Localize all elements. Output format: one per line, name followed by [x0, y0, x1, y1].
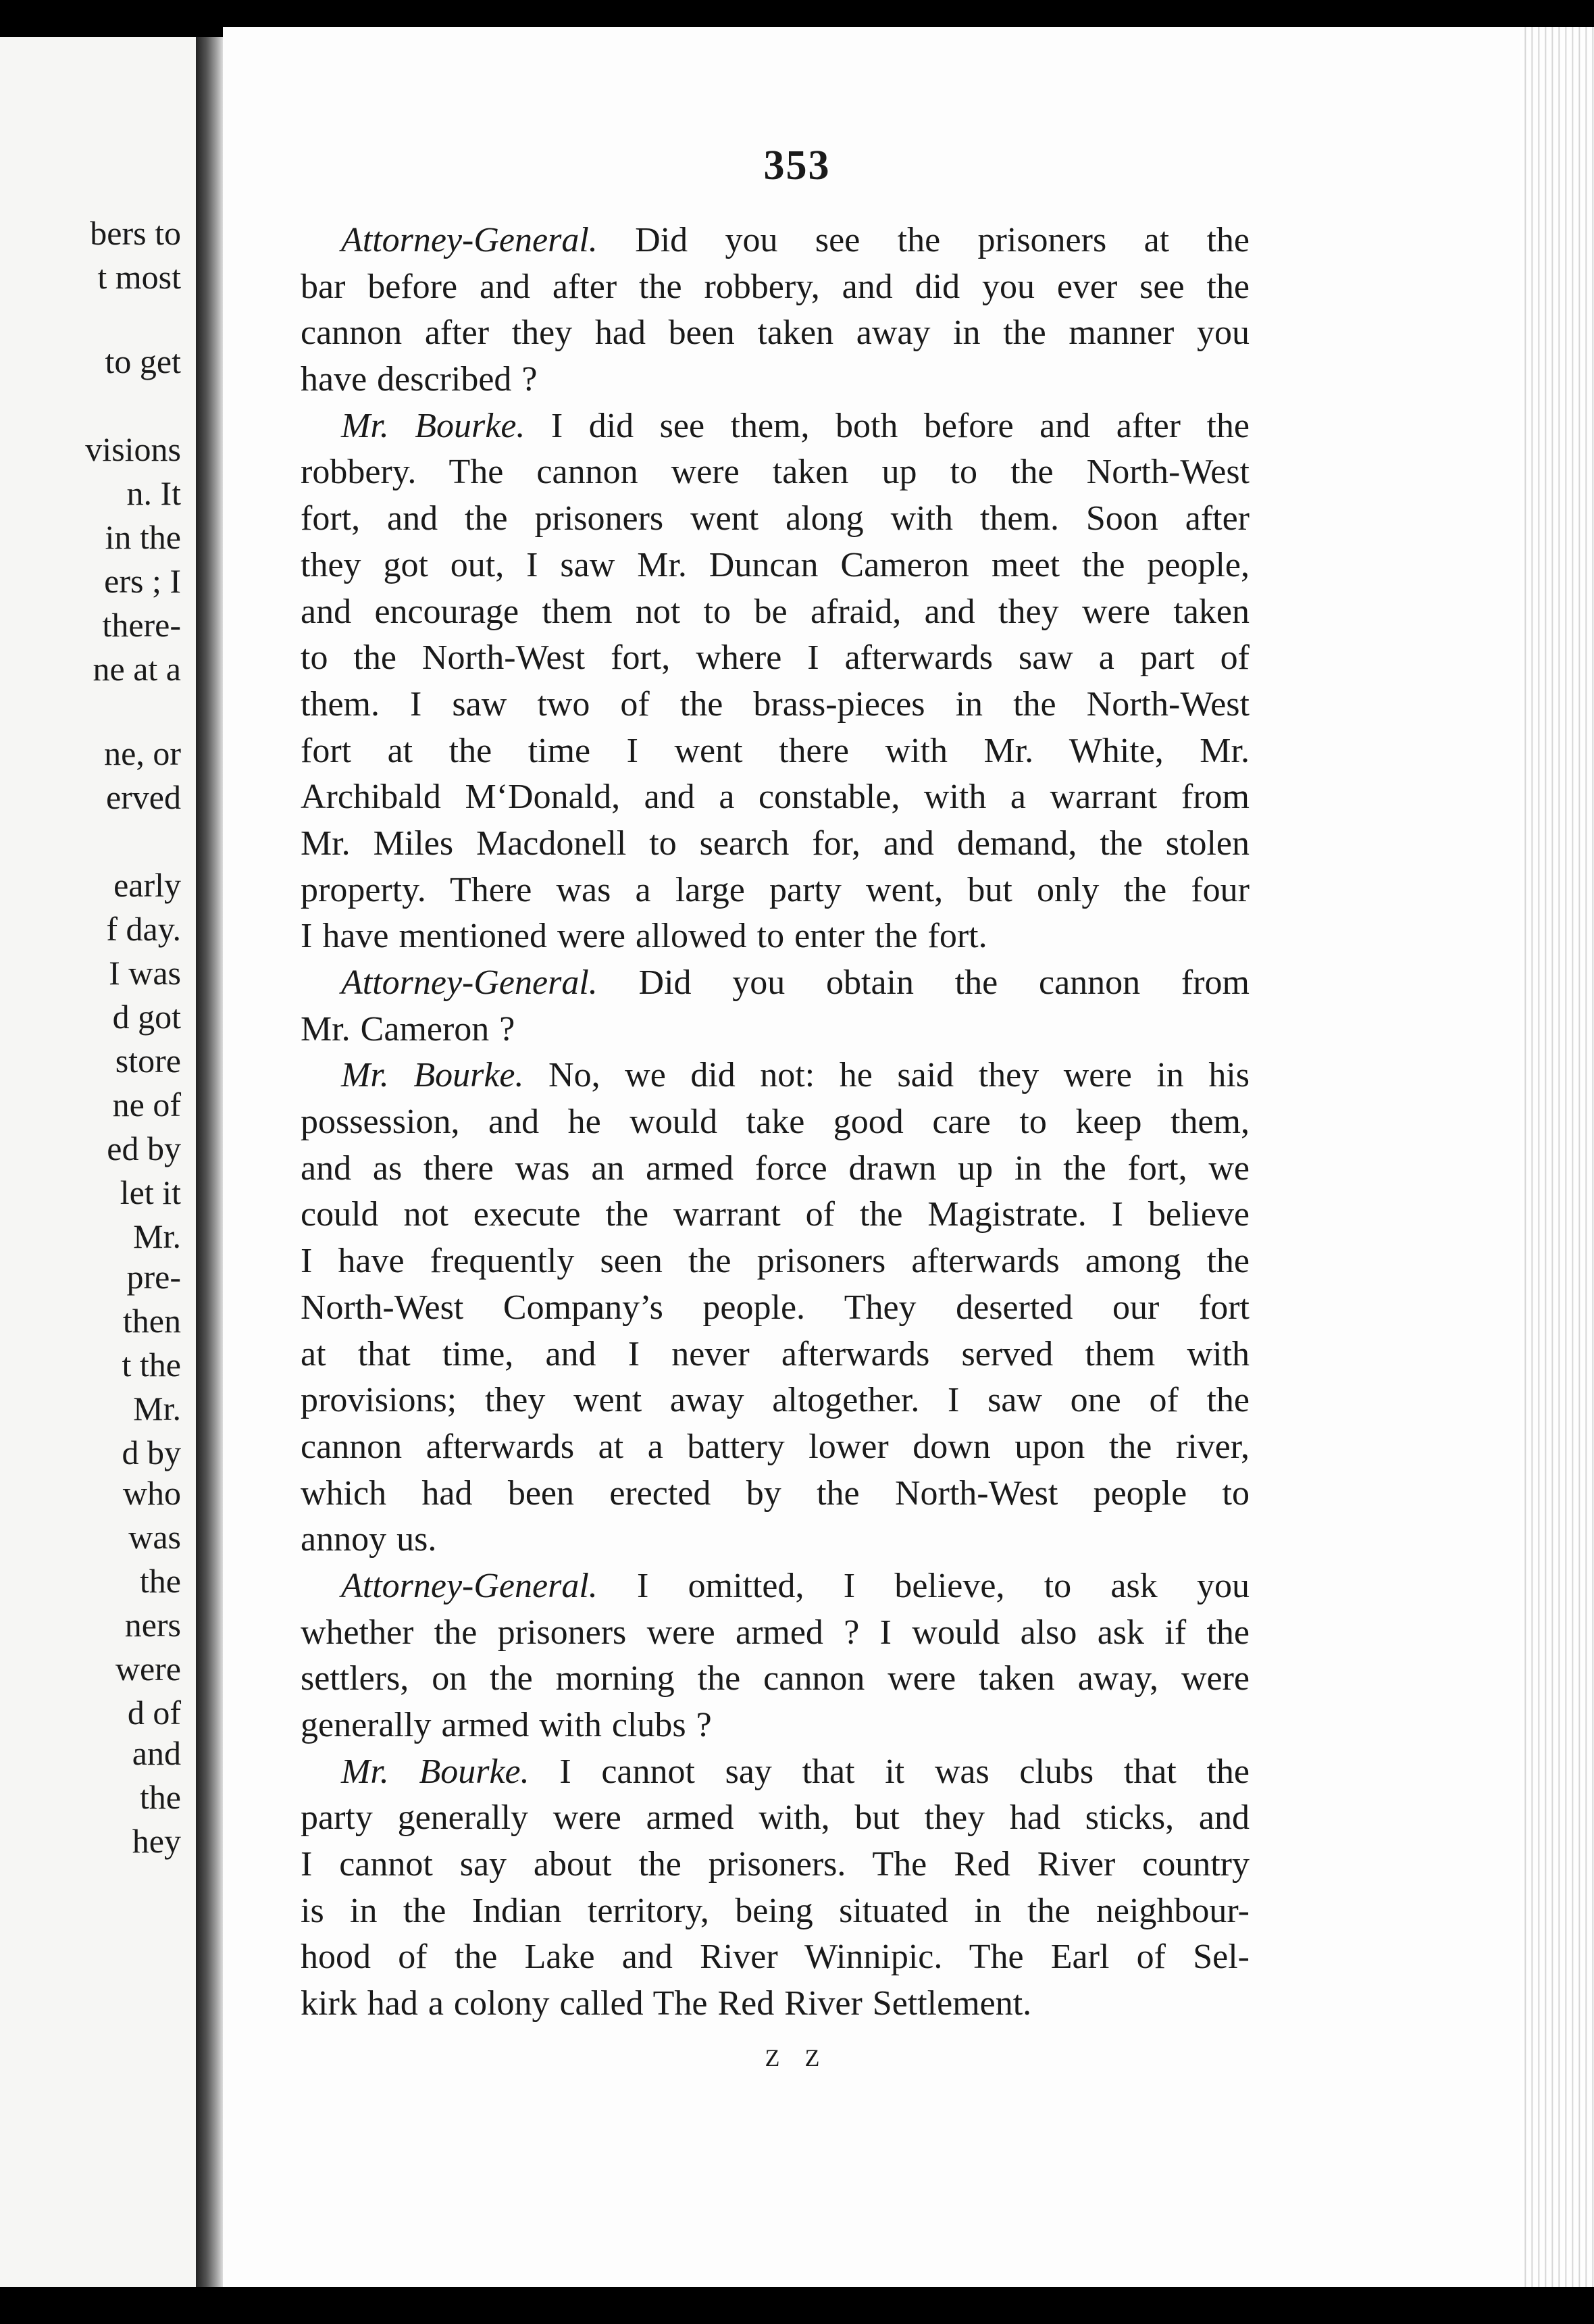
text-line [301, 1053, 1250, 1099]
line-text: fort, and the prisoners went along with them. Soon after [301, 499, 1250, 538]
text-line [301, 1702, 1250, 1749]
line-text: fort at the time I went there with Mr. White, Mr. [301, 731, 1250, 770]
text-line [301, 867, 1250, 914]
line-text: hood of the Lake and River Winnipic. The Earl of Sel- [301, 1938, 1250, 1977]
line-text: to the North-West fort, where I afterwards saw a part of [301, 638, 1250, 678]
left-page-line: who [122, 1474, 181, 1512]
line-text: No, we did not: he said they were in his [548, 1056, 1250, 1095]
left-page-line: and [132, 1734, 181, 1772]
speaker-name: Mr. Bourke. [341, 1752, 530, 1791]
left-page-line: was [128, 1518, 181, 1556]
text-line [301, 496, 1250, 542]
left-page-line: ed by [107, 1130, 181, 1167]
left-page-line: ers ; I [104, 562, 181, 600]
line-text: and encourage them not to be afraid, and they were taken [301, 592, 1250, 631]
line-text: I cannot say that it was clubs that the [559, 1752, 1250, 1791]
left-page-line: visions [85, 430, 181, 468]
text-line [301, 1610, 1250, 1657]
left-page-line: ne, or [104, 734, 181, 772]
text-line [301, 913, 1250, 960]
speaker-name: Mr. Bourke. [341, 406, 525, 445]
left-page-line: erved [105, 778, 181, 816]
left-page-line: t the [122, 1346, 181, 1384]
left-page-fragment [0, 37, 196, 2287]
left-page-line: f day. [106, 910, 181, 948]
line-text: party generally were armed with, but they had sticks, and [301, 1798, 1250, 1838]
left-page-line: t most [97, 258, 181, 296]
left-page-line: ne of [112, 1086, 181, 1123]
page-edge [1520, 27, 1594, 2287]
text-line [301, 635, 1250, 682]
left-page-line: the [139, 1778, 181, 1816]
text-line [301, 1656, 1250, 1702]
line-text: property. There was a large party went, but only the four [301, 870, 1250, 909]
text-line [301, 1795, 1250, 1842]
left-page-line: Mr. [133, 1390, 181, 1428]
text-line [301, 821, 1250, 867]
left-page-line: were [115, 1650, 181, 1688]
text-line [301, 1471, 1250, 1517]
text-line [301, 1424, 1250, 1471]
text-line [301, 1842, 1250, 1888]
speaker-name: Mr. Bourke. [341, 1056, 524, 1095]
left-page-line: to get [105, 343, 181, 380]
line-text: cannon afterwards at a battery lower down upon the river, [301, 1427, 1250, 1466]
line-text: is in the Indian territory, being situated in the neighbour- [301, 1891, 1250, 1930]
line-text: could not execute the warrant of the Magistrate. I believe [301, 1195, 1250, 1234]
line-text: which had been erected by the North-West people to [301, 1473, 1250, 1513]
line-text: cannon after they had been taken away in the manner you [301, 313, 1250, 353]
text-line [301, 1378, 1250, 1424]
text-line [301, 1146, 1250, 1192]
text-line [301, 682, 1250, 728]
text-line [301, 449, 1250, 496]
text-line [301, 960, 1250, 1007]
line-text: Did you obtain the cannon from [638, 963, 1250, 1002]
line-text: and as there was an armed force drawn up in the fort, we [301, 1148, 1250, 1188]
book-gutter [196, 37, 223, 2287]
line-text: they got out, I saw Mr. Duncan Cameron meet the people, [301, 545, 1250, 584]
page-number-text: 353 [763, 143, 831, 188]
left-page-line: then [122, 1302, 181, 1340]
page-number [0, 142, 1594, 190]
left-page-line: let it [120, 1173, 181, 1211]
left-page-line: bers to [90, 214, 181, 252]
text-line [301, 728, 1250, 775]
line-text: Archibald M‘Donald, and a constable, with a warrant from [301, 778, 1250, 817]
text-line [301, 542, 1250, 589]
text-line [301, 357, 1250, 403]
line-text: them. I saw two of the brass-pieces in the North-West [301, 684, 1250, 724]
line-text: North-West Company’s people. They deserted our fort [301, 1288, 1250, 1327]
line-text: I cannot say about the prisoners. The Red River country [301, 1845, 1250, 1884]
text-line [301, 1981, 1250, 2027]
text-line [301, 589, 1250, 636]
left-page-line: there- [102, 606, 181, 644]
line-text: settlers, on the morning the cannon were taken away, were [301, 1659, 1250, 1698]
text-line [301, 1563, 1250, 1610]
line-text: Mr. Cameron ? [301, 1009, 515, 1049]
text-line [301, 1332, 1250, 1378]
text-line [301, 1888, 1250, 1935]
line-text: I did see them, both before and after the [550, 406, 1250, 445]
line-text: kirk had a colony called The Red River Settlement. [301, 1984, 1032, 2023]
speaker-name: Attorney-General. [341, 221, 598, 259]
line-text: generally armed with clubs ? [301, 1706, 712, 1744]
line-text: whether the prisoners were armed ? I would also ask if the [301, 1613, 1250, 1652]
line-text: possession, and he would take good care to keep them, [301, 1103, 1250, 1142]
left-page-line: d by [122, 1434, 181, 1471]
left-page-line: n. It [126, 474, 181, 512]
line-text: bar before and after the robbery, and did you ever see the [301, 267, 1250, 306]
left-page-line: in the [105, 518, 181, 556]
line-text: I have frequently seen the prisoners afterwards among the [301, 1242, 1250, 1281]
speaker-name: Attorney-General. [341, 963, 598, 1002]
left-page-line: ners [124, 1606, 181, 1644]
signature-mark: Z Z [765, 2044, 829, 2071]
line-text: Did you see the prisoners at the [635, 221, 1250, 259]
line-text: annoy us. [301, 1520, 437, 1559]
body-text [301, 218, 1250, 2027]
left-page-line: d of [127, 1694, 181, 1732]
text-line [301, 264, 1250, 311]
line-text: I have mentioned were allowed to enter the fort. [301, 917, 987, 956]
left-page-line: Mr. [133, 1217, 181, 1255]
left-page-line: store [115, 1042, 181, 1080]
text-line [301, 1749, 1250, 1796]
text-line [301, 310, 1250, 357]
left-page-line: I was [109, 954, 181, 992]
line-text: at that time, and I never afterwards served them with [301, 1334, 1250, 1373]
line-text: have described ? [301, 360, 538, 399]
line-text: robbery. The cannon were taken up to the North-West [301, 453, 1250, 492]
line-text: I omitted, I believe, to ask you [637, 1566, 1250, 1605]
left-page-line: hey [132, 1822, 181, 1860]
text-line [301, 1517, 1250, 1563]
text-line [301, 218, 1250, 264]
text-line [301, 1934, 1250, 1981]
left-page-line: d got [112, 998, 181, 1036]
text-line [301, 774, 1250, 821]
line-text: Mr. Miles Macdonell to search for, and demand, the stolen [301, 824, 1250, 863]
text-line [301, 1238, 1250, 1285]
text-line [301, 1099, 1250, 1146]
speaker-name: Attorney-General. [341, 1566, 598, 1605]
text-line [301, 1192, 1250, 1238]
line-text: provisions; they went away altogether. I saw one of the [301, 1381, 1250, 1420]
text-line [301, 1285, 1250, 1332]
text-line [301, 403, 1250, 450]
left-page-line: early [113, 866, 181, 904]
left-page-line: ne at a [93, 650, 181, 688]
left-page-line: the [139, 1562, 181, 1600]
text-line [301, 1007, 1250, 1053]
left-page-line: pre- [126, 1258, 181, 1296]
